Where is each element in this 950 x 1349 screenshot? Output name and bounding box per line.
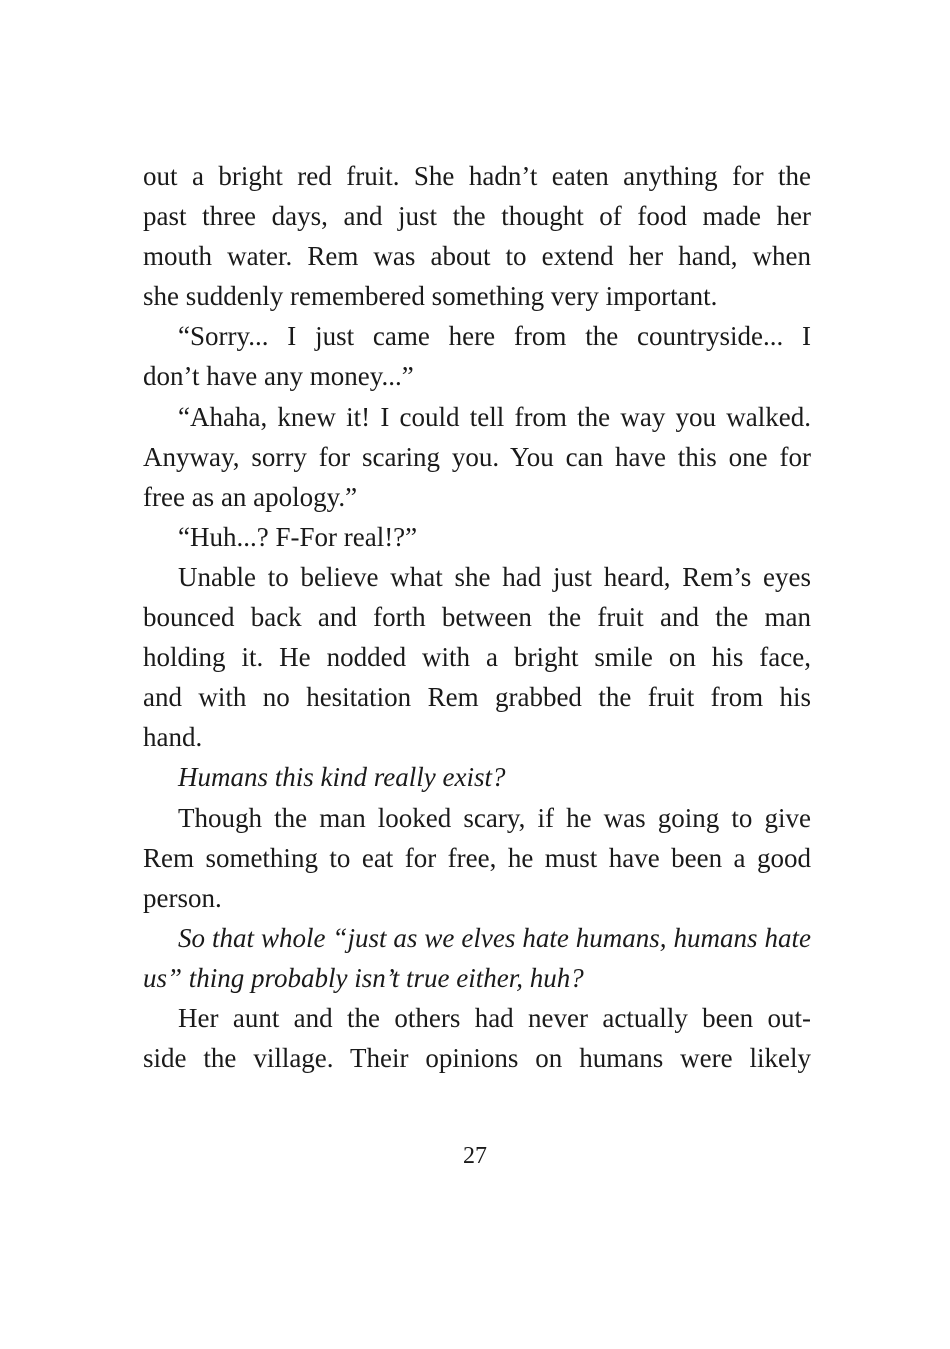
- text-line: So that whole “just as we elves hate humans, humans hate: [178, 922, 811, 953]
- body-text: [143, 156, 811, 1078]
- text-line: mouth water. Rem was about to extend her hand, when: [143, 241, 811, 272]
- text-line: “Ahaha, knew it! I could tell from the way you walked.: [178, 401, 811, 432]
- text-line: she suddenly remembered something very important.: [143, 281, 718, 312]
- italic-paragraph: [143, 918, 811, 998]
- text-line: free as an apology.”: [143, 481, 358, 512]
- text-line: out a bright red fruit. She hadn’t eaten anything for the: [143, 161, 811, 191]
- italic-paragraph: [143, 757, 811, 797]
- text-line: Anyway, sorry for scaring you. You can have this one for: [143, 441, 811, 472]
- text-line: Humans this kind really exist?: [178, 762, 506, 793]
- text-line: person.: [143, 882, 222, 913]
- text-line: Though the man looked scary, if he was going to give: [178, 802, 811, 833]
- text-line: holding it. He nodded with a bright smile on his face,: [143, 642, 811, 673]
- text-line: Her aunt and the others had never actually been out-: [178, 1002, 811, 1033]
- text-line: hand.: [143, 722, 203, 753]
- text-line: Rem something to eat for free, he must have been a good: [143, 842, 811, 873]
- page-number: 27: [463, 1143, 487, 1169]
- text-line: side the village. Their opinions on humans were likely: [143, 1043, 811, 1074]
- paragraph: [143, 397, 811, 517]
- paragraph: [143, 517, 811, 557]
- paragraph: [143, 156, 811, 316]
- text-line: “Huh...? F-For real!?”: [178, 521, 418, 552]
- paragraph: [143, 557, 811, 757]
- text-line: and with no hesitation Rem grabbed the fruit from his: [143, 682, 811, 713]
- text-line: past three days, and just the thought of food made her: [143, 201, 811, 232]
- text-line: don’t have any money...”: [143, 361, 414, 392]
- paragraph: [143, 798, 811, 918]
- paragraph: [143, 998, 811, 1078]
- text-line: bounced back and forth between the fruit and the man: [143, 602, 811, 633]
- paragraph: [143, 316, 811, 396]
- text-line: us” thing probably isn’t true either, huh?: [143, 962, 584, 993]
- text-line: “Sorry... I just came here from the countryside... I: [178, 321, 811, 352]
- text-line: Unable to believe what she had just heard, Rem’s eyes: [178, 561, 811, 592]
